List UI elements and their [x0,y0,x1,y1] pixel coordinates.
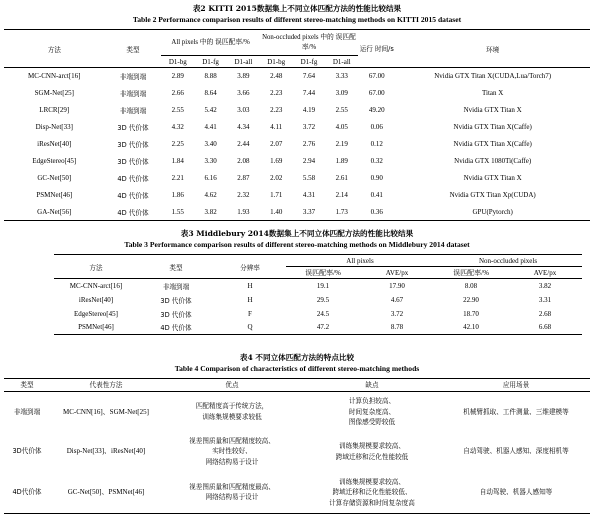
t3-header-resolution: 分辨率 [214,255,286,279]
t2-cell-nocc-d1bg: 2.23 [270,106,283,114]
disadvantage-line: 计算负担较高、 [348,397,396,405]
t2-cell-runtime: 67.00 [368,89,385,97]
t2-cell-environment: Nvidia GTX 1080Ti(Caffe) [454,157,532,165]
t2-sub-d1bg: D1-bg [260,56,293,68]
t3-cell-nocc-error-rate: 8.08 [464,281,478,290]
table4 [4,378,590,514]
t3-cell-nocc-error-rate: 22.90 [463,295,479,304]
t2-cell-allpix-d1fg: 3.30 [204,157,217,165]
t2-cell-type: 非端到端 [119,73,147,82]
advantage-line: 实时性较好、 [212,447,252,456]
table-row [4,187,590,204]
t2-cell-nocc-d1fg: 2.76 [302,140,316,148]
t2-cell-allpix-d1bg: 4.32 [171,123,184,131]
advantage-line: 训练集规模要求较低 [202,412,262,421]
t2-cell-allpix-d1bg: 2.25 [171,140,184,148]
t2-cell-type: 3D 代价体 [117,124,149,132]
t2-cell-method: PSMNet[46] [36,191,73,199]
table2-caption-cn: 表2 KITTI 2015数据集上不同立体匹配方法的性能比较结果 [192,4,402,13]
t2-cell-nocc-d1bg: 2.23 [270,89,283,97]
t4-header-applications: 应用场景 [442,379,590,392]
t4-cell-type: 4D代价体 [4,472,50,514]
table-row [4,153,590,170]
advantage-line: 视差图质量和匹配精度最高、 [189,482,275,491]
t3-cell-nocc-error-rate: 18.70 [463,309,479,318]
t3-cell-all-error-rate: 24.5 [316,309,330,318]
t2-cell-nocc-d1bg: 2.02 [270,174,283,182]
t2-cell-method: Disp-Net[33] [35,123,73,131]
t3-cell-resolution: H [247,295,253,304]
t2-cell-type: 非端到端 [119,107,147,115]
t3-sub-error-rate: 误匹配率/% [434,267,508,279]
t3-cell-nocc-ave: 2.68 [538,309,552,318]
t3-sub-ave: AVE/px [508,267,582,279]
t2-cell-nocc-d1all: 4.05 [335,123,348,131]
t2-sub-d1all: D1-all [325,56,358,68]
table4-caption-cn: 表4 不同立体匹配方法的特点比较 [239,353,355,362]
advantage-line: 匹配精度高于传统方法， [195,402,269,411]
t2-cell-nocc-d1fg: 5.58 [302,174,316,182]
t2-cell-method: SGM-Net[25] [34,89,74,97]
t4-header-cons: 缺点 [302,379,442,392]
t2-cell-allpix-d1fg: 6.16 [204,174,217,182]
t2-sub-d1bg: D1-bg [161,56,194,68]
t2-cell-nocc-d1fg: 7.64 [302,72,316,81]
t3-sub-ave: AVE/px [360,267,434,279]
t2-cell-environment: Nvidia GTX Titan Xp(CUDA) [449,191,536,199]
t3-cell-resolution: H [247,281,253,290]
t2-cell-allpix-d1fg: 5.42 [204,106,217,114]
t4-cell-pros [162,392,302,432]
disadvantage-line: 训练集规模要求较高、 [339,477,405,486]
table-row [4,472,590,514]
t2-cell-environment: Nvidia GTX Titan X [463,106,522,114]
disadvantage-line: 跨域迁移和泛化性能较低 [335,452,409,461]
t2-cell-method: GA-Net[56] [4,204,105,221]
t4-cell-methods: GC-Net[50]、PSMNet[46] [50,472,162,514]
t2-cell-nocc-d1bg: 2.07 [270,140,283,148]
t2-cell-allpix-d1bg: 2.21 [171,174,184,182]
t4-cell-pros [162,472,302,514]
t3-header-method: 方法 [54,255,138,279]
t3-header-nonoccluded: Non-occluded pixels [434,255,582,267]
table-row [4,170,590,187]
t2-cell-type: 3D 代价体 [117,158,149,166]
t2-cell-allpix-d1bg: 1.84 [171,157,184,165]
t3-cell-resolution: Q [214,321,286,335]
t4-cell-pros [162,432,302,472]
t2-header-all-pixels: All pixels 中的 误匹配率/% [161,30,259,56]
t3-cell-method: iResNet[40] [78,295,114,304]
t3-cell-all-ave: 4.67 [390,295,404,304]
t2-cell-nocc-d1fg: 3.72 [302,123,316,131]
table3-caption-en: Table 3 Performance comparison results of different stereo-matching methods on Middlebury 2014 dataset [124,240,470,249]
t2-cell-allpix-d1all: 3.66 [237,89,250,97]
t2-cell-allpix-d1all: 2.32 [237,191,250,199]
t2-cell-nocc-d1all: 3.09 [335,89,348,97]
table-row [4,432,590,472]
t3-cell-all-error-rate: 29.5 [316,295,330,304]
disadvantage-line: 训练集规模要求较高、 [339,442,405,450]
t2-cell-runtime: 0.32 [370,157,383,165]
t2-header-environment: 环境 [395,30,590,68]
t2-cell-method: EdgeStereo[45] [32,157,77,165]
t2-cell-nocc-d1bg: 2.48 [270,72,283,81]
table-row [4,68,590,85]
t3-cell-type: 非端到端 [162,282,190,291]
t2-cell-allpix-d1fg: 8.88 [204,72,217,81]
t2-cell-environment: Titan X [482,89,504,97]
t2-cell-allpix-d1bg: 2.55 [171,106,184,114]
t2-cell-runtime: 0.90 [370,174,383,182]
t2-cell-nocc-d1all: 2.61 [335,174,348,182]
t2-cell-environment: Nvidia GTX Titan X(Caffe) [453,123,532,131]
t2-cell-environment: Nvidia GTX Titan X(Caffe) [453,140,532,148]
t3-cell-type: 4D 代价体 [138,321,214,335]
t4-body [4,392,590,514]
t4-cell-applications: 自动驾驶、机器人感知、深度相机等 [463,447,569,456]
table-row [4,85,590,102]
t2-cell-type: 3D 代价体 [117,141,149,149]
table-row [4,204,590,221]
t2-cell-runtime: 0.12 [370,140,383,148]
t4-cell-methods: Disp-Net[33]、iResNet[40] [66,447,146,456]
t2-cell-nocc-d1fg: 2.94 [302,157,316,165]
t2-cell-allpix-d1fg: 4.62 [204,191,217,199]
table-row [4,136,590,153]
t2-cell-environment: GPU(Pytorch) [395,204,590,221]
t2-cell-nocc-d1bg: 1.69 [270,157,283,165]
t2-cell-method: iResNet[40] [37,140,72,148]
t4-cell-applications: 自动驾驶、机器人感知等 [442,472,590,514]
t2-cell-allpix-d1all: 1.93 [227,204,260,221]
t4-cell-cons [302,392,442,432]
t3-cell-type: 3D 代价体 [160,296,192,305]
t2-cell-method: MC-CNN-arct[16] [28,72,81,81]
t3-cell-all-ave: 8.78 [360,321,434,335]
t2-cell-allpix-d1fg: 3.40 [204,140,217,148]
t2-cell-method: LRCR[29] [39,106,70,114]
t3-body [54,279,582,335]
table3-caption-cn: 表3 Middlebury 2014数据集上不同立体匹配方法的性能比较结果 [180,229,414,238]
table-row [4,392,590,432]
t3-cell-nocc-error-rate: 42.10 [434,321,508,335]
advantage-line: 网络结构易于设计 [205,493,259,502]
t4-cell-type: 非端到端 [13,407,41,416]
t4-cell-cons [302,472,442,514]
t2-cell-allpix-d1bg: 1.86 [171,191,184,199]
t2-header-method: 方法 [4,30,105,68]
t3-cell-type: 3D 代价体 [160,310,192,319]
t2-cell-nocc-d1all: 3.33 [335,72,348,81]
t2-cell-runtime: 49.20 [368,106,385,114]
table-row [4,102,590,119]
t2-cell-nocc-d1fg: 4.31 [302,191,316,199]
t4-header-methods: 代表性方法 [50,379,162,392]
t2-cell-nocc-d1all: 2.19 [335,140,348,148]
t2-cell-nocc-d1fg: 3.37 [293,204,326,221]
t2-cell-nocc-d1all: 1.73 [325,204,358,221]
t3-cell-nocc-ave: 3.31 [538,295,552,304]
advantage-line: 视差图质量和匹配精度较高、 [189,436,275,445]
t2-cell-allpix-d1bg: 2.89 [171,72,184,81]
t2-cell-allpix-d1fg: 8.64 [204,89,217,97]
t2-cell-method: GC-Net[50] [37,174,72,182]
table2-caption-en: Table 2 Performance comparison results of different stereo-matching methods on KITTI 2015 dataset [132,15,462,24]
t3-cell-resolution: F [248,309,252,318]
table3 [54,254,582,335]
t4-cell-applications: 机械臂抓取、工件测量、三维建模等 [463,407,569,416]
t3-cell-nocc-ave: 3.82 [538,281,552,290]
t2-cell-runtime: 0.36 [358,204,395,221]
t2-header-nonoccluded: Non-occluded pixels 中的 误匹配率/% [260,30,358,56]
t2-cell-runtime: 0.41 [370,191,383,199]
t2-sub-d1fg: D1-fg [194,56,227,68]
t4-cell-methods: MC-CNN[16]、SGM-Net[25] [63,407,149,416]
t3-cell-all-error-rate: 19.1 [316,281,330,290]
table-row [4,119,590,136]
t2-cell-runtime: 0.06 [370,123,383,131]
t3-sub-error-rate: 误匹配率/% [286,267,360,279]
t2-cell-type: 4D 代价体 [105,204,162,221]
disadvantage-line: 计算存储资源和时间复杂度高 [329,498,415,507]
t3-cell-all-ave: 3.72 [390,309,404,318]
t4-header-type: 类型 [4,379,50,392]
t2-cell-nocc-d1bg: 1.40 [260,204,293,221]
table-row [54,321,582,335]
disadvantage-line: 图像感受野较低 [348,418,396,426]
t2-cell-allpix-d1all: 2.87 [237,174,250,182]
t2-cell-type: 4D 代价体 [117,192,149,200]
disadvantage-line: 跨域迁移和泛化性能较低、 [332,488,412,496]
t2-cell-allpix-d1all: 2.08 [237,157,250,165]
t3-cell-method: PSMNet[46] [54,321,138,335]
t2-cell-environment: Nvidia GTX Titan X [463,174,522,182]
t2-cell-allpix-d1fg: 3.82 [194,204,227,221]
t4-header-pros: 优点 [162,379,302,392]
t3-cell-nocc-ave: 6.68 [508,321,582,335]
t2-cell-allpix-d1bg: 2.66 [171,89,184,97]
t3-cell-method: MC-CNN-arct[16] [69,281,123,290]
t2-cell-allpix-d1bg: 1.55 [161,204,194,221]
t2-cell-environment: Nvidia GTX Titan X(CUDA,Lua/Torch7) [434,72,552,81]
t2-cell-nocc-d1all: 1.89 [335,157,348,165]
t2-body [4,68,590,221]
t3-cell-all-ave: 17.90 [389,281,405,290]
t2-header-type: 类型 [105,30,162,68]
t3-cell-all-error-rate: 47.2 [286,321,360,335]
t2-header-runtime: 运行 时间/s [358,30,395,68]
t2-cell-type: 非端到端 [119,90,147,98]
table4-caption-en: Table 4 Comparison of characteristics of different stereo-matching methods [174,364,420,373]
table-row [54,293,582,307]
t2-cell-nocc-d1fg: 7.44 [302,89,316,97]
t2-cell-nocc-d1all: 2.14 [335,191,348,199]
t2-cell-allpix-d1all: 3.03 [237,106,250,114]
t3-header-all-pixels: All pixels [286,255,434,267]
t2-cell-allpix-d1fg: 4.41 [204,123,217,131]
table-row [54,279,582,293]
t2-cell-type: 4D 代价体 [117,175,149,183]
t4-cell-type: 3D代价体 [12,447,42,456]
t2-cell-nocc-d1fg: 4.19 [302,106,316,114]
t3-header-type: 类型 [138,255,214,279]
t3-cell-method: EdgeStereo[45] [74,309,118,318]
t4-cell-cons [302,432,442,472]
t2-cell-runtime: 67.00 [368,72,385,81]
t2-cell-nocc-d1all: 2.55 [335,106,348,114]
table2 [4,29,590,221]
t2-sub-d1fg: D1-fg [293,56,326,68]
t2-cell-nocc-d1bg: 1.71 [270,191,283,199]
disadvantage-line: 时间复杂度高、 [348,407,396,416]
t2-cell-allpix-d1all: 3.89 [237,72,250,81]
table-row [54,307,582,321]
t2-cell-nocc-d1bg: 4.11 [270,123,283,131]
t2-sub-d1all: D1-all [227,56,260,68]
t2-cell-allpix-d1all: 2.44 [237,140,250,148]
advantage-line: 网络结构易于设计 [205,457,259,466]
t2-cell-allpix-d1all: 4.34 [237,123,250,131]
